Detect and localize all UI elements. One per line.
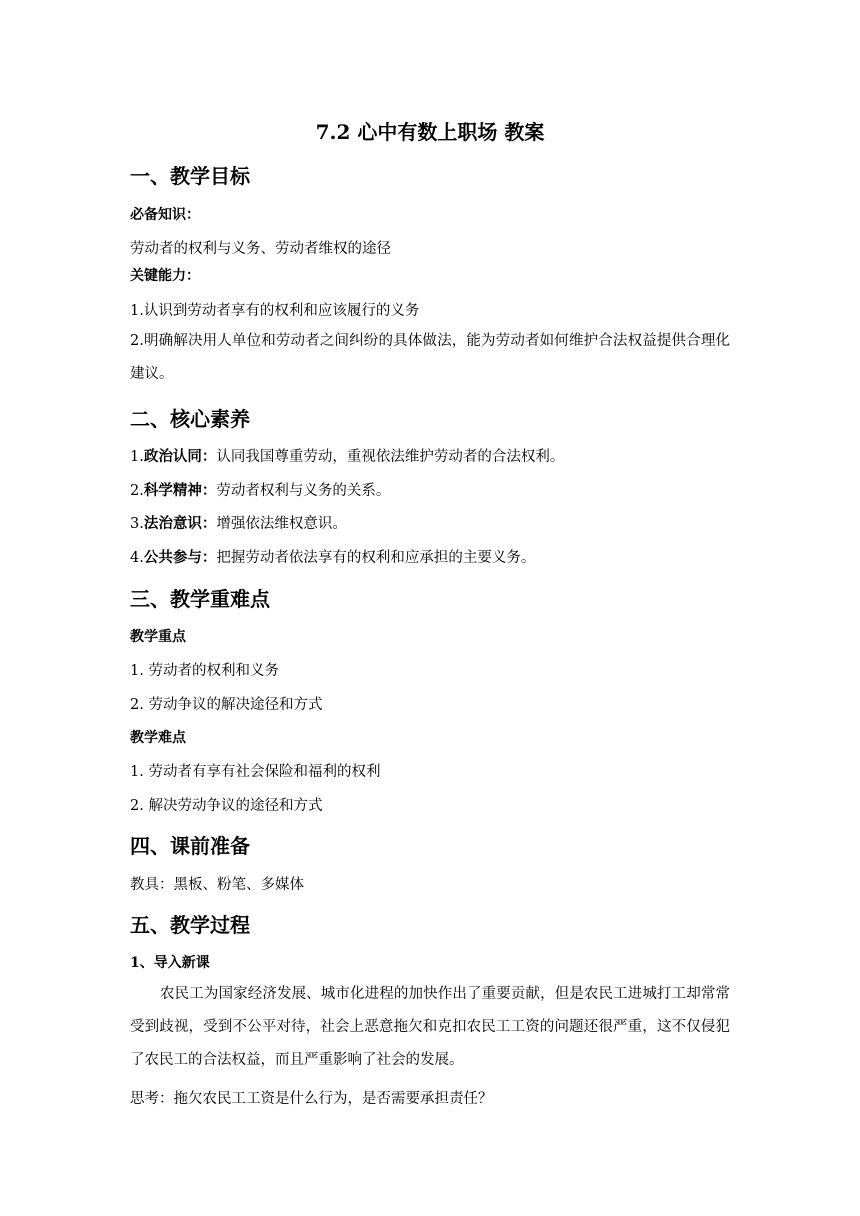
subheading-teaching-key-points: 教学重点	[130, 629, 186, 645]
literacy-item-number: 3.	[130, 516, 144, 532]
literacy-item-4	[130, 546, 535, 567]
step-label-introduction: 1、导入新课	[130, 955, 210, 971]
literacy-item-text: 把握劳动者依法享有的权利和应承担的主要义务。	[216, 550, 536, 566]
literacy-item-number: 4.	[130, 550, 144, 566]
literacy-item-label: 政治认同：	[143, 448, 217, 465]
literacy-item-number: 2.	[130, 483, 144, 499]
ability-item-1: 1.认识到劳动者享有的权利和应该履行的义务	[130, 303, 420, 319]
literacy-item-1	[130, 445, 564, 466]
section-heading-core-literacy: 二、核心素养	[130, 407, 250, 431]
section-heading-preparation: 四、课前准备	[130, 834, 250, 858]
teaching-tools: 教具：黑板、粉笔、多媒体	[130, 877, 304, 893]
literacy-item-label: 科学精神：	[143, 482, 217, 499]
subheading-key-abilities: 关键能力：	[130, 268, 200, 284]
literacy-item-label: 法治意识：	[143, 515, 217, 532]
section-heading-teaching-goals: 一、教学目标	[130, 164, 250, 188]
key-point-1: 1. 劳动者的权利和义务	[130, 663, 279, 679]
literacy-item-text: 劳动者权利与义务的关系。	[216, 483, 391, 499]
knowledge-text: 劳动者的权利与义务、劳动者维权的途径	[130, 241, 391, 257]
ability-item-2: 2.明确解决用人单位和劳动者之间纠纷的具体做法，能为劳动者如何维护合法权益提供合理化建议。	[130, 333, 730, 382]
literacy-item-text: 认同我国尊重劳动，重视依法维护劳动者的合法权利。	[216, 449, 565, 465]
subheading-teaching-difficulties: 教学难点	[130, 730, 186, 746]
introduction-paragraph: 农民工为国家经济发展、城市化进程的加快作出了重要贡献，但是农民工进城打工却常常受到歧视，受到不公平对待，社会上恶意拖欠和克扣农民工工资的问题还很严重，这不仅侵犯了农民工的合法权益，而且严重影响了社会的发展。	[130, 986, 730, 1068]
literacy-item-number: 1.	[130, 449, 144, 465]
section-heading-key-difficulties: 三、教学重难点	[130, 587, 270, 611]
literacy-item-3	[130, 512, 347, 533]
section-heading-teaching-process: 五、教学过程	[130, 913, 250, 937]
key-point-2: 2. 劳动争议的解决途径和方式	[130, 697, 323, 713]
literacy-item-text: 增强依法维权意识。	[216, 516, 347, 532]
document-title: 7.2 心中有数上职场 教案	[315, 120, 545, 144]
difficulty-2: 2. 解决劳动争议的途径和方式	[130, 798, 323, 814]
literacy-item-2	[130, 479, 390, 500]
difficulty-1: 1. 劳动者有享有社会保险和福利的权利	[130, 764, 381, 780]
literacy-item-label: 公共参与：	[143, 549, 217, 566]
discussion-question: 思考：拖欠农民工工资是什么行为，是否需要承担责任？	[130, 1091, 493, 1107]
subheading-required-knowledge: 必备知识：	[130, 207, 200, 223]
